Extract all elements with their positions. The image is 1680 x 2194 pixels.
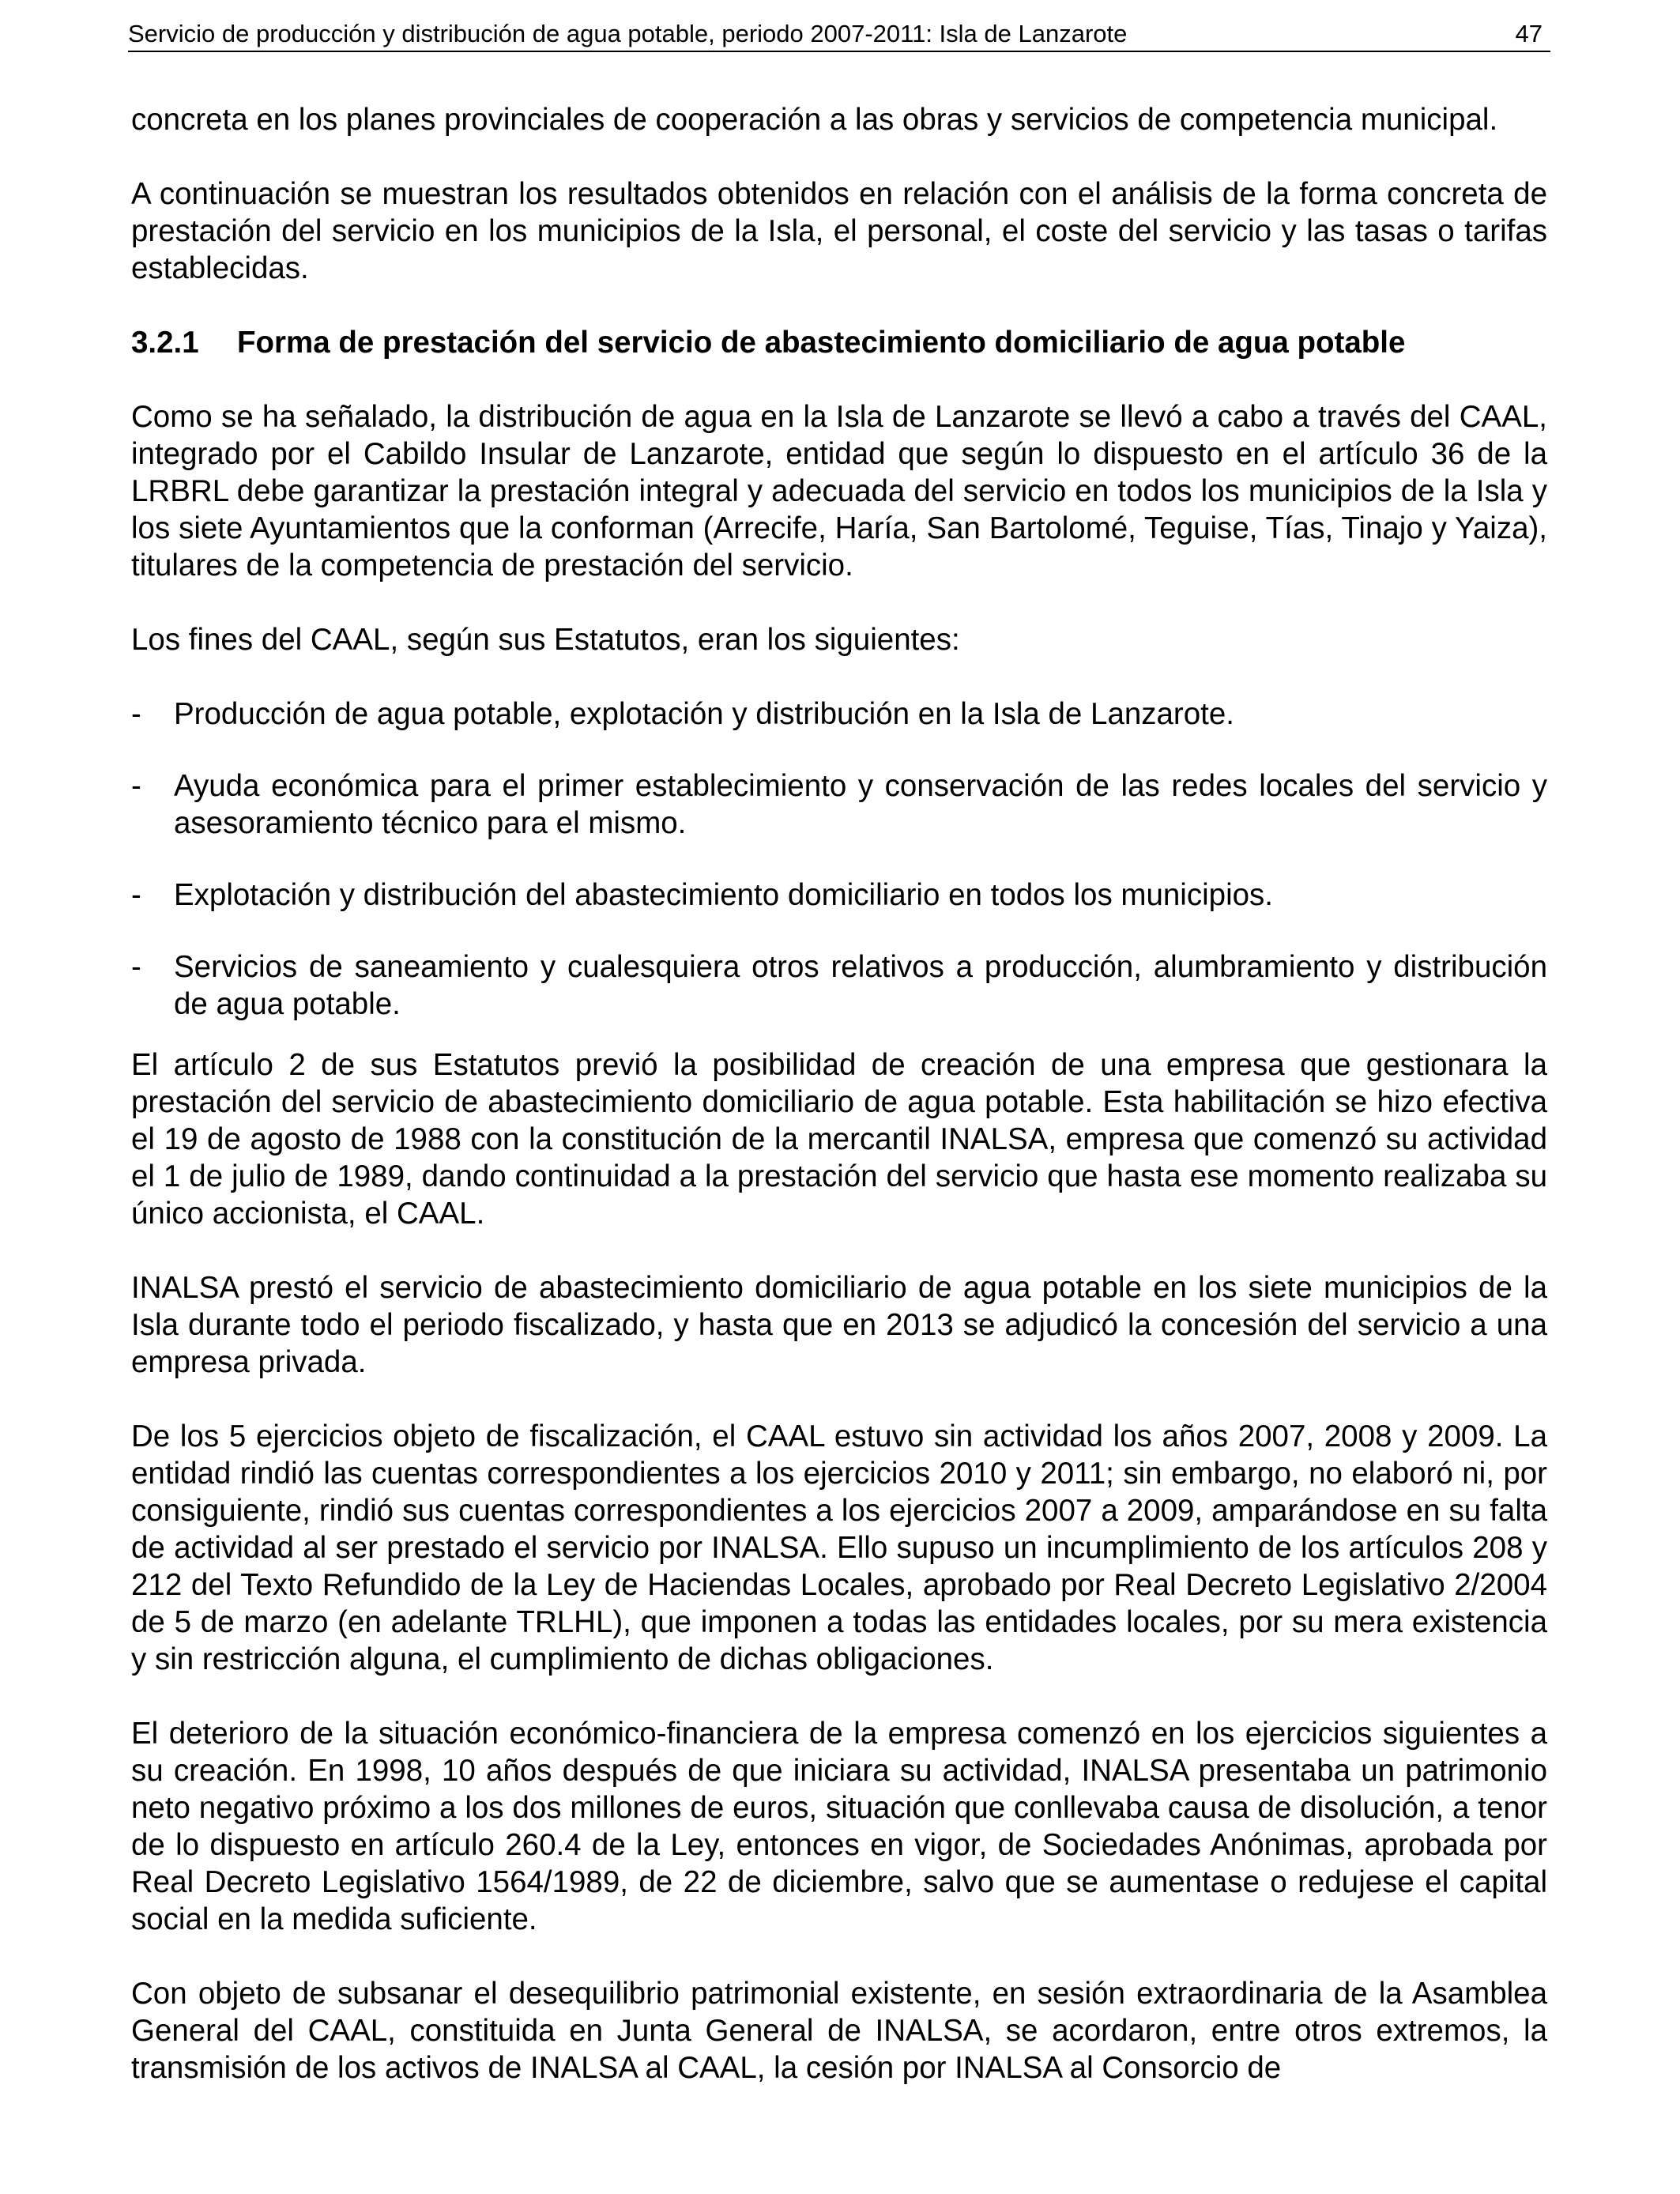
list-item [131, 876, 1547, 914]
paragraph-articulo-2: El artículo 2 de sus Estatutos previó la posibilidad de creación de una empresa que gestionara la prestación del servicio de abastecimiento domiciliario de agua potable. Esta habilitación se hizo efectiva el 19 de agosto de 1988 con la constitución de la mercantil INALSA, empresa que comenzó su actividad el 1 de julio de 1989, dando continuidad a la prestación del servicio que hasta ese momento realizaba su único accionista, el CAAL. [131, 1048, 1547, 1231]
bullet-marker: - [131, 697, 141, 731]
list-item-text: Servicios de saneamiento y cualesquiera otros relativos a producción, alumbramiento y distribución de agua potable. [174, 950, 1547, 1021]
header-title: Servicio de producción y distribución de agua potable, periodo 2007-2011: Isla de Lanzarote [128, 20, 1128, 47]
body-text [131, 101, 1547, 2124]
paragraph-caal: Como se ha señalado, la distribución de agua en la Isla de Lanzarote se llevó a cabo a través del CAAL, integrado por el Cabildo Insular de Lanzarote, entidad que según lo dispuesto en el artículo 36 de la LRBRL debe garantizar la prestación integral y adecuada del servicio en todos los municipios de la Isla y los siete Ayuntamientos que la conforman (Arrecife, Haría, San Bartolomé, Teguise, Tías, Tinajo y Yaiza), titulares de la competencia de prestación del servicio. [131, 400, 1547, 582]
paragraph-ejercicios: De los 5 ejercicios objeto de fiscalización, el CAAL estuvo sin actividad los años 2007, 2008 y 2009. La entidad rindió las cuentas correspondientes a los ejercicios 2010 y 2011; sin embargo, no elaboró ni, por consiguiente, rindió sus cuentas correspondientes a los ejercicios 2007 a 2009, amparándose en su falta de actividad al ser prestado el servicio por INALSA. Ello supuso un incumplimiento de los artículos 208 y 212 del Texto Refundido de la Ley de Haciendas Locales, aprobado por Real Decreto Legislativo 2/2004 de 5 de marzo (en adelante TRLHL), que imponen a todas las entidades locales, por su mera existencia y sin restricción alguna, el cumplimiento de dichas obligaciones. [131, 1419, 1547, 1676]
list-item-text: Producción de agua potable, explotación y distribución en la Isla de Lanzarote. [174, 697, 1234, 731]
bullet-marker: - [131, 769, 141, 803]
page-number: 47 [1515, 20, 1543, 47]
section-title: Forma de prestación del servicio de abastecimiento domiciliario de agua potable [237, 326, 1406, 360]
paragraph-subsanar: Con objeto de subsanar el desequilibrio patrimonial existente, en sesión extraordinaria de la Asamblea General del CAAL, constituida en Junta General de INALSA, se acordaron, entre otros extremos, la transmisión de los activos de INALSA al CAAL, la cesión por INALSA al Consorcio de [131, 1977, 1547, 2085]
section-heading [131, 324, 1547, 361]
paragraph-inalsa: INALSA prestó el servicio de abastecimiento domiciliario de agua potable en los siete municipios de la Isla durante todo el periodo fiscalizado, y hasta que en 2013 se adjudicó la concesión del servicio a una empresa privada. [131, 1271, 1547, 1379]
paragraph-deterioro: El deterioro de la situación económico-financiera de la empresa comenzó en los ejercicios siguientes a su creación. En 1998, 10 años después de que iniciara su actividad, INALSA presentaba un patrimonio neto negativo próximo a los dos millones de euros, situación que conllevaba causa de disolución, a tenor de lo dispuesto en artículo 260.4 de la Ley, entonces en vigor, de Sociedades Anónimas, aprobada por Real Decreto Legislativo 1564/1989, de 22 de diciembre, salvo que se aumentase o redujese el capital social en la medida suficiente. [131, 1717, 1547, 1936]
paragraph-fines: Los fines del CAAL, según sus Estatutos, eran los siguientes: [131, 623, 960, 657]
running-header [128, 17, 1550, 52]
list-item [131, 948, 1547, 1023]
section-number: 3.2.1 [131, 326, 199, 360]
list-item-text: Ayuda económica para el primer establecimiento y conservación de las redes locales del servicio y asesoramiento técnico para el mismo. [174, 769, 1547, 840]
list-item [131, 767, 1547, 842]
list-item [131, 696, 1547, 733]
bullet-marker: - [131, 878, 141, 912]
list-item-text: Explotación y distribución del abastecimiento domiciliario en todos los municipios. [174, 878, 1273, 912]
paragraph-results: A continuación se muestran los resultados obtenidos en relación con el análisis de la forma concreta de prestación del servicio en los municipios de la Isla, el personal, el coste del servicio y las tasas o tarifas establecidas. [131, 177, 1547, 285]
paragraph-intro-continuation: concreta en los planes provinciales de cooperación a las obras y servicios de competencia municipal. [131, 103, 1498, 137]
bullet-marker: - [131, 950, 141, 984]
